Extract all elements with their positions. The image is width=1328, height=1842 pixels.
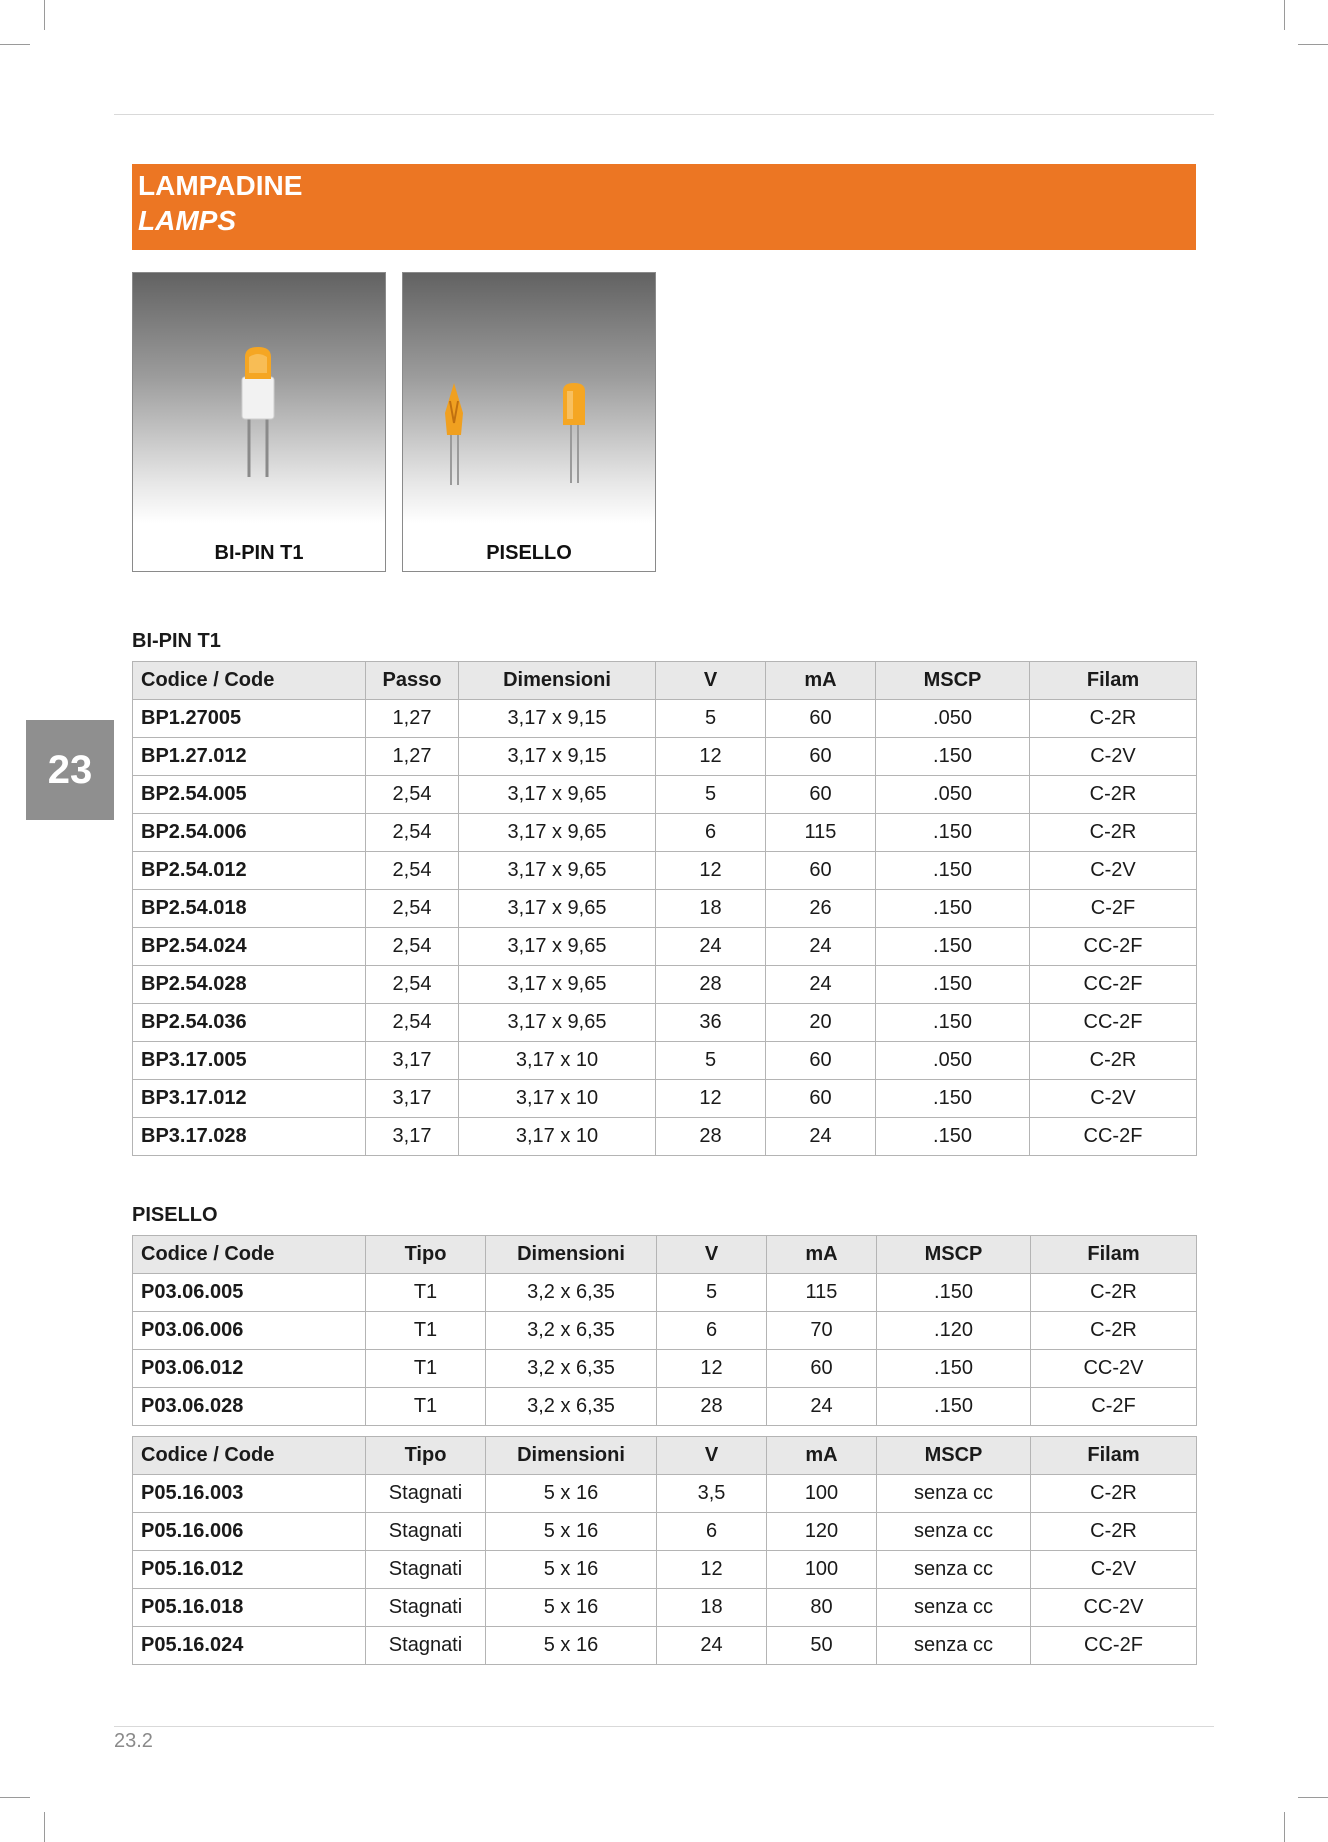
table-row xyxy=(133,814,1197,852)
table-cell: 12 xyxy=(656,738,766,776)
table-cell: 3,17 xyxy=(366,1042,459,1080)
table-cell: C-2R xyxy=(1031,1513,1197,1551)
table-cell: 3,17 xyxy=(366,1080,459,1118)
table-cell: 3,5 xyxy=(657,1475,767,1513)
column-header: MSCP xyxy=(877,1437,1031,1475)
table-cell: CC-2F xyxy=(1030,1118,1197,1156)
table-cell: 6 xyxy=(657,1513,767,1551)
table-cell: senza cc xyxy=(877,1475,1031,1513)
table-cell: 3,17 x 9,65 xyxy=(459,966,656,1004)
table-cell: 3,17 x 9,15 xyxy=(459,700,656,738)
crop-mark xyxy=(1298,1797,1328,1798)
table-cell: C-2F xyxy=(1031,1388,1197,1426)
table-cell: 5 x 16 xyxy=(486,1551,657,1589)
product-code-cell: BP1.27.012 xyxy=(133,738,366,776)
column-header: MSCP xyxy=(877,1236,1031,1274)
table-cell: 60 xyxy=(766,738,876,776)
column-header: Filam xyxy=(1031,1236,1197,1274)
table-cell: T1 xyxy=(366,1274,486,1312)
table-cell: .150 xyxy=(876,852,1030,890)
table-cell: 2,54 xyxy=(366,1004,459,1042)
page-number: 23.2 xyxy=(114,1730,153,1752)
table-cell: T1 xyxy=(366,1350,486,1388)
table-cell: 2,54 xyxy=(366,852,459,890)
table-cell: 3,17 x 10 xyxy=(459,1118,656,1156)
table-cell: 60 xyxy=(766,1080,876,1118)
column-header: Codice / Code xyxy=(133,1437,366,1475)
table-cell: 3,17 x 9,65 xyxy=(459,852,656,890)
table-cell: 80 xyxy=(767,1589,877,1627)
table-row xyxy=(133,1388,1197,1426)
table-cell: 24 xyxy=(766,928,876,966)
column-header: Dimensioni xyxy=(486,1437,657,1475)
product-code-cell: BP3.17.012 xyxy=(133,1080,366,1118)
table-cell: 3,17 x 9,65 xyxy=(459,814,656,852)
column-header: V xyxy=(656,662,766,700)
table-cell: C-2V xyxy=(1030,738,1197,776)
column-header: Dimensioni xyxy=(459,662,656,700)
table-cell: 24 xyxy=(657,1627,767,1665)
table-cell: 6 xyxy=(657,1312,767,1350)
product-code-cell: BP2.54.018 xyxy=(133,890,366,928)
table-cell: Stagnati xyxy=(366,1589,486,1627)
bottom-rule xyxy=(114,1726,1214,1727)
crop-mark xyxy=(1284,0,1285,30)
photo-bipin xyxy=(132,272,386,572)
photo-caption: PISELLO xyxy=(486,542,572,564)
chapter-tab: 23 xyxy=(26,720,114,820)
product-code-cell: BP2.54.012 xyxy=(133,852,366,890)
table-cell: .120 xyxy=(877,1312,1031,1350)
product-code-cell: P05.16.012 xyxy=(133,1551,366,1589)
table-row xyxy=(133,966,1197,1004)
product-code-cell: BP3.17.028 xyxy=(133,1118,366,1156)
crop-mark xyxy=(44,0,45,30)
table-cell: 24 xyxy=(767,1388,877,1426)
table-cell: 60 xyxy=(766,852,876,890)
table-cell: C-2R xyxy=(1031,1312,1197,1350)
table-cell: 2,54 xyxy=(366,814,459,852)
table-cell: 100 xyxy=(767,1551,877,1589)
product-code-cell: BP2.54.036 xyxy=(133,1004,366,1042)
table-cell: C-2R xyxy=(1030,1042,1197,1080)
table-cell: 3,2 x 6,35 xyxy=(486,1388,657,1426)
pisello-table-2 xyxy=(132,1436,1197,1665)
table-cell: .050 xyxy=(876,1042,1030,1080)
column-header: Filam xyxy=(1031,1437,1197,1475)
table-row xyxy=(133,776,1197,814)
table-cell: 5 x 16 xyxy=(486,1627,657,1665)
table-cell: C-2R xyxy=(1031,1274,1197,1312)
table-cell: Stagnati xyxy=(366,1513,486,1551)
column-header: Tipo xyxy=(366,1236,486,1274)
table-cell: .150 xyxy=(876,1080,1030,1118)
table-cell: Stagnati xyxy=(366,1475,486,1513)
column-header: mA xyxy=(767,1236,877,1274)
table-row xyxy=(133,852,1197,890)
table-cell: 3,2 x 6,35 xyxy=(486,1312,657,1350)
table-cell: 20 xyxy=(766,1004,876,1042)
table-row xyxy=(133,1589,1197,1627)
table-cell: .150 xyxy=(876,814,1030,852)
table-cell: 5 x 16 xyxy=(486,1475,657,1513)
table-cell: 5 x 16 xyxy=(486,1589,657,1627)
product-code-cell: P05.16.006 xyxy=(133,1513,366,1551)
table-cell: senza cc xyxy=(877,1513,1031,1551)
column-header: Codice / Code xyxy=(133,662,366,700)
table-row xyxy=(133,1513,1197,1551)
table-cell: 5 xyxy=(656,1042,766,1080)
crop-mark xyxy=(0,44,30,45)
table-cell: 2,54 xyxy=(366,776,459,814)
section-banner xyxy=(132,164,1196,250)
section-title-bipin: BI-PIN T1 xyxy=(132,630,221,652)
column-header: Filam xyxy=(1030,662,1197,700)
table-cell: 1,27 xyxy=(366,738,459,776)
top-rule xyxy=(114,114,1214,115)
column-header: V xyxy=(657,1236,767,1274)
table-cell: CC-2F xyxy=(1030,1004,1197,1042)
table-cell: 5 xyxy=(657,1274,767,1312)
table-cell: T1 xyxy=(366,1388,486,1426)
table-cell: 28 xyxy=(656,966,766,1004)
table-row xyxy=(133,1627,1197,1665)
crop-mark xyxy=(1298,44,1328,45)
table-cell: .050 xyxy=(876,700,1030,738)
table-cell: Stagnati xyxy=(366,1551,486,1589)
table-cell: 2,54 xyxy=(366,928,459,966)
column-header: MSCP xyxy=(876,662,1030,700)
bi-pin-lamp-icon xyxy=(133,273,386,572)
table-cell: 28 xyxy=(657,1388,767,1426)
table-cell: senza cc xyxy=(877,1589,1031,1627)
table-cell: C-2R xyxy=(1030,776,1197,814)
table-cell: 12 xyxy=(657,1350,767,1388)
table-cell: .150 xyxy=(876,928,1030,966)
table-cell: T1 xyxy=(366,1312,486,1350)
table-cell: 1,27 xyxy=(366,700,459,738)
column-header: Passo xyxy=(366,662,459,700)
product-code-cell: P05.16.003 xyxy=(133,1475,366,1513)
table-cell: 36 xyxy=(656,1004,766,1042)
table-cell: C-2V xyxy=(1030,1080,1197,1118)
table-cell: 60 xyxy=(767,1350,877,1388)
crop-mark xyxy=(0,1797,30,1798)
table-cell: C-2R xyxy=(1031,1475,1197,1513)
table-cell: 115 xyxy=(766,814,876,852)
table-cell: 120 xyxy=(767,1513,877,1551)
table-header-row xyxy=(133,1437,1197,1475)
table-cell: CC-2F xyxy=(1030,966,1197,1004)
table-cell: 3,17 x 9,65 xyxy=(459,1004,656,1042)
table-cell: 18 xyxy=(657,1589,767,1627)
table-row xyxy=(133,738,1197,776)
table-cell: senza cc xyxy=(877,1627,1031,1665)
banner-subtitle: LAMPS xyxy=(138,205,236,236)
table-cell: 3,17 x 9,65 xyxy=(459,890,656,928)
table-cell: 12 xyxy=(657,1551,767,1589)
table-cell: 24 xyxy=(656,928,766,966)
pisello-table-1 xyxy=(132,1235,1197,1426)
product-code-cell: P03.06.005 xyxy=(133,1274,366,1312)
table-header-row xyxy=(133,1236,1197,1274)
photo-pisello xyxy=(402,272,656,572)
table-cell: 50 xyxy=(767,1627,877,1665)
column-header: Tipo xyxy=(366,1437,486,1475)
table-cell: 24 xyxy=(766,966,876,1004)
product-code-cell: BP2.54.024 xyxy=(133,928,366,966)
table-cell: 2,54 xyxy=(366,890,459,928)
table-row xyxy=(133,1080,1197,1118)
product-code-cell: P03.06.006 xyxy=(133,1312,366,1350)
product-code-cell: BP2.54.006 xyxy=(133,814,366,852)
photo-caption: BI-PIN T1 xyxy=(214,542,304,564)
table-row xyxy=(133,1042,1197,1080)
table-cell: CC-2V xyxy=(1031,1589,1197,1627)
column-header: mA xyxy=(766,662,876,700)
section-title-pisello: PISELLO xyxy=(132,1204,218,1226)
table-cell: 3,2 x 6,35 xyxy=(486,1350,657,1388)
table-cell: 24 xyxy=(766,1118,876,1156)
table-row xyxy=(133,1118,1197,1156)
table-cell: 5 xyxy=(656,776,766,814)
table-cell: C-2V xyxy=(1030,852,1197,890)
table-cell: 5 x 16 xyxy=(486,1513,657,1551)
table-cell: CC-2F xyxy=(1031,1627,1197,1665)
table-cell: Stagnati xyxy=(366,1627,486,1665)
table-cell: .150 xyxy=(876,890,1030,928)
table-cell: .150 xyxy=(876,1118,1030,1156)
table-row xyxy=(133,1475,1197,1513)
table-row xyxy=(133,1551,1197,1589)
product-code-cell: BP2.54.005 xyxy=(133,776,366,814)
table-cell: .150 xyxy=(876,966,1030,1004)
crop-mark xyxy=(44,1812,45,1842)
product-code-cell: BP1.27005 xyxy=(133,700,366,738)
pisello-lamps-icon xyxy=(403,273,656,572)
product-code-cell: BP2.54.028 xyxy=(133,966,366,1004)
table-cell: 60 xyxy=(766,1042,876,1080)
column-header: mA xyxy=(767,1437,877,1475)
column-header: V xyxy=(657,1437,767,1475)
table-cell: .150 xyxy=(876,738,1030,776)
product-code-cell: P03.06.012 xyxy=(133,1350,366,1388)
table-cell: CC-2F xyxy=(1030,928,1197,966)
table-cell: 3,17 x 9,65 xyxy=(459,776,656,814)
table-row xyxy=(133,928,1197,966)
bipin-table xyxy=(132,661,1197,1156)
table-cell: 60 xyxy=(766,700,876,738)
table-cell: 60 xyxy=(766,776,876,814)
table-cell: C-2F xyxy=(1030,890,1197,928)
table-cell: 70 xyxy=(767,1312,877,1350)
table-cell: C-2V xyxy=(1031,1551,1197,1589)
table-cell: 26 xyxy=(766,890,876,928)
table-cell: 18 xyxy=(656,890,766,928)
table-cell: 3,17 x 9,65 xyxy=(459,928,656,966)
table-cell: CC-2V xyxy=(1031,1350,1197,1388)
table-cell: 115 xyxy=(767,1274,877,1312)
table-cell: 12 xyxy=(656,1080,766,1118)
table-cell: 3,2 x 6,35 xyxy=(486,1274,657,1312)
table-cell: .150 xyxy=(876,1004,1030,1042)
table-cell: .150 xyxy=(877,1388,1031,1426)
table-cell: 3,17 x 10 xyxy=(459,1042,656,1080)
table-header-row xyxy=(133,662,1197,700)
table-row xyxy=(133,1004,1197,1042)
table-cell: senza cc xyxy=(877,1551,1031,1589)
table-cell: 3,17 xyxy=(366,1118,459,1156)
column-header: Codice / Code xyxy=(133,1236,366,1274)
table-cell: 12 xyxy=(656,852,766,890)
table-cell: 2,54 xyxy=(366,966,459,1004)
table-cell: 5 xyxy=(656,700,766,738)
table-row xyxy=(133,1274,1197,1312)
table-cell: .050 xyxy=(876,776,1030,814)
column-header: Dimensioni xyxy=(486,1236,657,1274)
table-cell: 3,17 x 9,15 xyxy=(459,738,656,776)
table-row xyxy=(133,1312,1197,1350)
product-code-cell: BP3.17.005 xyxy=(133,1042,366,1080)
product-code-cell: P05.16.024 xyxy=(133,1627,366,1665)
table-cell: 100 xyxy=(767,1475,877,1513)
table-cell: 28 xyxy=(656,1118,766,1156)
product-code-cell: P03.06.028 xyxy=(133,1388,366,1426)
table-row xyxy=(133,700,1197,738)
table-cell: .150 xyxy=(877,1274,1031,1312)
table-cell: 6 xyxy=(656,814,766,852)
table-cell: 3,17 x 10 xyxy=(459,1080,656,1118)
table-cell: C-2R xyxy=(1030,814,1197,852)
crop-mark xyxy=(1284,1812,1285,1842)
table-row xyxy=(133,890,1197,928)
table-row xyxy=(133,1350,1197,1388)
table-cell: .150 xyxy=(877,1350,1031,1388)
table-cell: C-2R xyxy=(1030,700,1197,738)
product-code-cell: P05.16.018 xyxy=(133,1589,366,1627)
banner-title: LAMPADINE xyxy=(138,170,303,201)
